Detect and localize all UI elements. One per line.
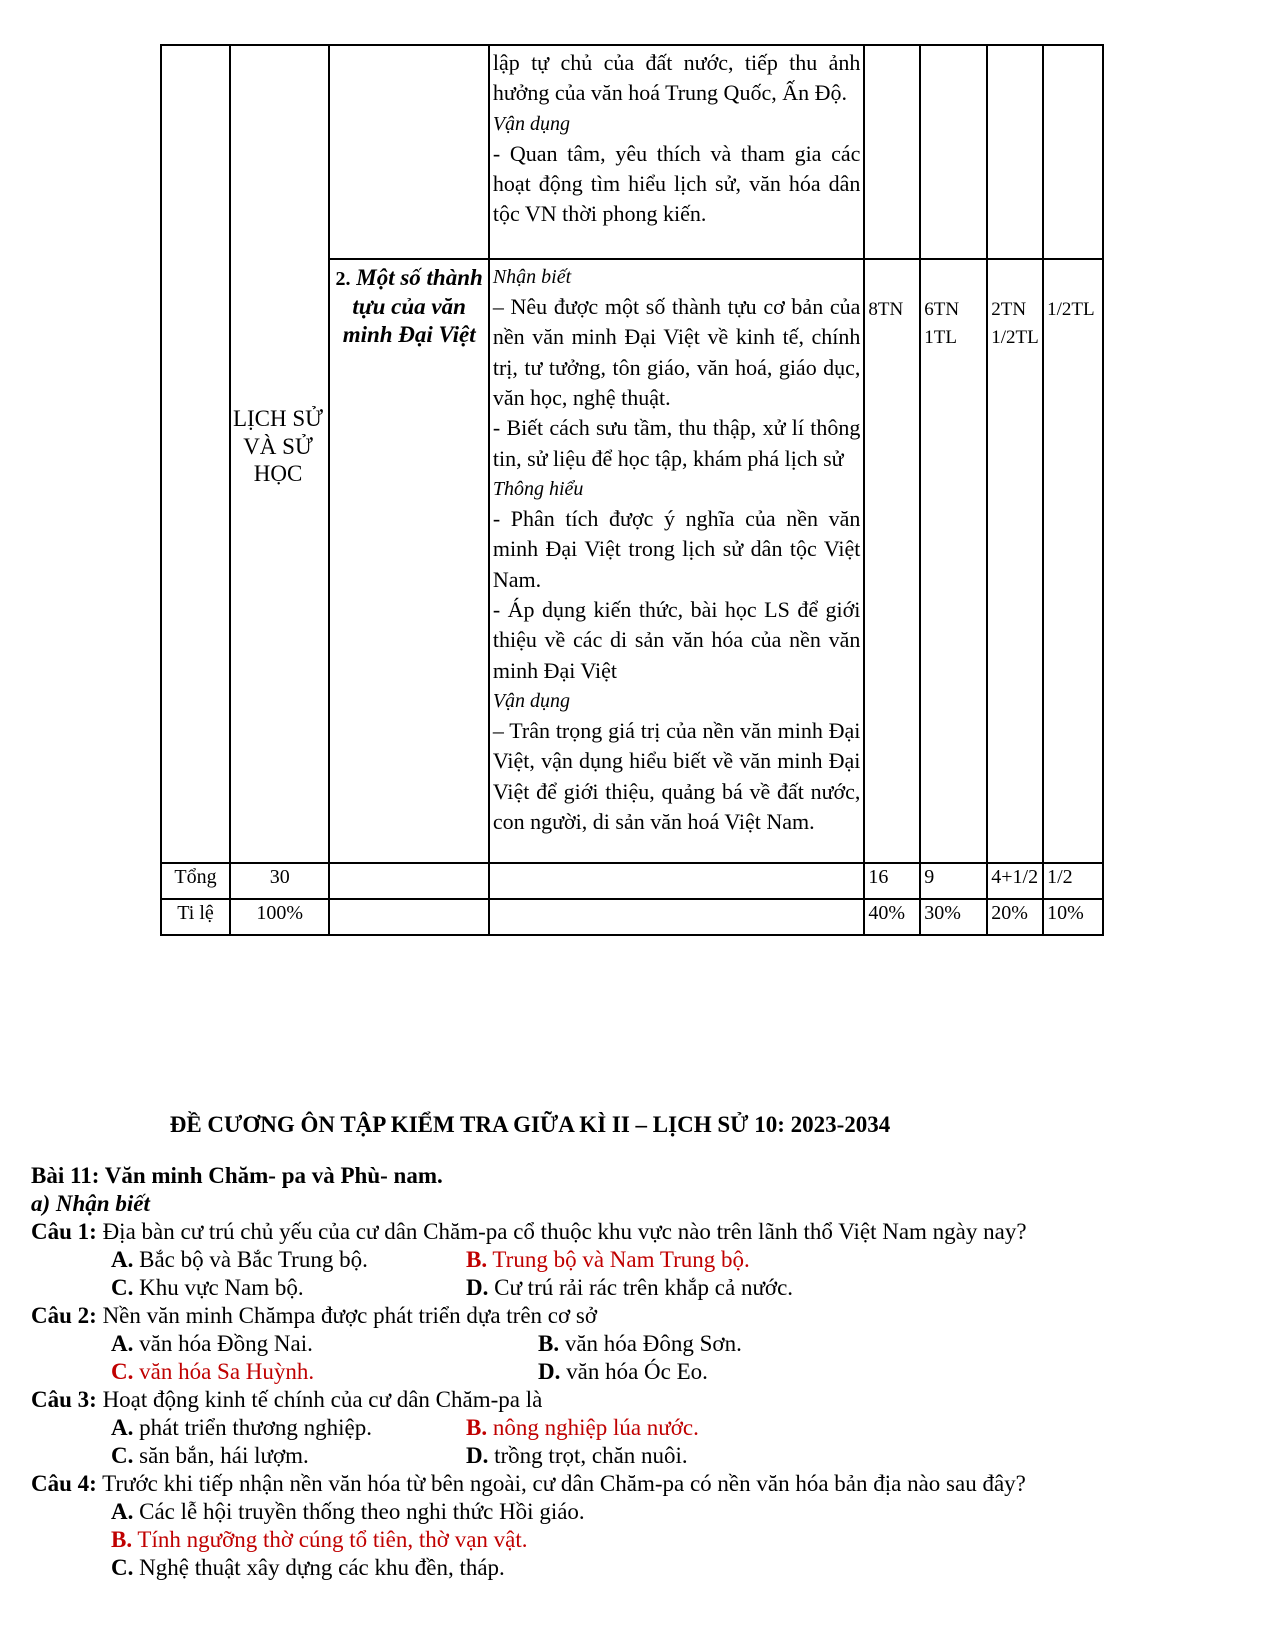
level-heading: a) Nhận biết [31,1191,150,1216]
option-row [111,1358,1261,1386]
question-text: Địa bàn cư trú chủ yếu của cư dân Chăm-pa cổ thuộc khu vực nào trên lãnh thổ Việt Nam ngày nay? [96,1219,1027,1244]
option-key: B. [466,1247,488,1272]
ratio-questions: 100% [230,899,329,935]
question [31,1386,1261,1414]
count-van-dung: 2TN 1/2TL [987,259,1043,863]
option-text: phát triển thương nghiệp. [133,1415,372,1440]
answer-option-correct [466,1414,699,1442]
competency-level-label: Vận dụng [492,690,571,713]
ratio-vdc: 10% [1043,899,1103,935]
total-vd: 4+1/2 [987,863,1043,899]
option-key: A. [111,1331,134,1356]
option-key: B. [466,1415,488,1440]
option-text: văn hóa Đông Sơn. [559,1331,742,1356]
option-text: Tính ngưỡng thờ cúng tổ tiên, thờ vạn vật. [132,1527,528,1552]
count-cell-empty [1043,45,1103,259]
option-text: văn hóa Sa Huỳnh. [133,1359,315,1384]
option-key: B. [111,1527,133,1552]
option-key: C. [111,1555,134,1580]
requirement-text: - Phân tích được ý nghĩa của nền văn minh Đại Việt trong lịch sử dân tộc Việt Nam. [492,505,861,592]
option-key: A. [111,1247,134,1272]
option-row [111,1274,1261,1302]
total-vdc: 1/2 [1043,863,1103,899]
option-row [111,1554,1261,1582]
matrix-index-cell [161,45,230,863]
option-key: D. [466,1443,489,1468]
question [31,1302,1261,1330]
count-cell-empty [987,45,1043,259]
answer-option [111,1498,585,1526]
requirements-continued-cell [489,45,865,259]
section-title: ĐỀ CƯƠNG ÔN TẬP KIỂM TRA GIỮA KÌ II – LỊCH SỬ 10: 2023-2034 [169,1112,891,1137]
count-nhan-biet: 8TN [864,259,920,863]
ratio-empty [489,899,865,935]
topic-title: Một số thành tựu của văn minh Đại Việt [342,264,483,348]
lesson-title: Bài 11: Văn minh Chăm- pa và Phù- nam. [31,1163,443,1188]
answer-option [466,1442,688,1470]
option-text: Trung bộ và Nam Trung bộ. [487,1247,750,1272]
answer-option [538,1358,708,1386]
competency-level-label: Nhận biết [492,265,572,288]
option-key: C. [111,1275,134,1300]
option-text: Các lễ hội truyền thống theo nghi thức Hồi giáo. [133,1499,585,1524]
option-row [111,1526,1261,1554]
option-key: C. [111,1443,134,1468]
answer-option-correct [111,1526,528,1554]
question-text: Hoạt động kinh tế chính của cư dân Chăm-pa là [96,1387,543,1412]
option-text: trồng trọt, chăn nuôi. [488,1443,688,1468]
count-thong-hieu: 6TN 1TL [920,259,987,863]
ratio-nb: 40% [864,899,920,935]
total-th: 9 [920,863,987,899]
question [31,1470,1261,1498]
option-key: D. [538,1359,561,1384]
competency-level-label: Thông hiểu [492,477,584,500]
topic-cell [329,259,488,863]
count-cell-empty [920,45,987,259]
question-label: Câu 3: [31,1387,97,1412]
answer-option [538,1330,742,1358]
answer-option-correct [466,1246,750,1274]
option-row [111,1498,1261,1526]
option-row [111,1330,1261,1358]
requirement-text: - Biết cách sưu tầm, thu thập, xử lí thông tin, sử liệu để học tập, khám phá lịch sử [492,415,861,471]
option-text: Cư trú rải rác trên khắp cả nước. [488,1275,794,1300]
ratio-vd: 20% [987,899,1043,935]
count-cell-empty [864,45,920,259]
assessment-matrix-table [160,44,1104,936]
answer-option [466,1274,793,1302]
requirement-text: lập tự chủ của đất nước, tiếp thu ảnh hưởng của văn hoá Trung Quốc, Ấn Độ. [492,50,861,106]
option-text: văn hóa Óc Eo. [560,1359,708,1384]
answer-option [111,1442,466,1470]
question-text: Trước khi tiếp nhận nền văn hóa từ bên ngoài, cư dân Chăm-pa có nền văn hóa bản địa nào sau đây? [96,1471,1026,1496]
subject-label: LỊCH SỬ VÀ SỬ HỌC [232,406,324,487]
option-row [111,1246,1261,1274]
option-key: A. [111,1415,134,1440]
question-label: Câu 1: [31,1219,97,1244]
option-key: C. [111,1359,134,1384]
option-text: săn bắn, hái lượm. [133,1443,309,1468]
answer-option [111,1274,466,1302]
option-text: Khu vực Nam bộ. [133,1275,304,1300]
ratio-th: 30% [920,899,987,935]
requirement-text: - Áp dụng kiến thức, bài học LS để giới thiệu về các di sản văn hóa của nền văn minh Đại Việt [492,597,861,683]
competency-level-label: Vận dụng [492,112,571,135]
option-row [111,1414,1261,1442]
matrix-topic-cell-prev [329,45,488,259]
option-text: Bắc bộ và Bắc Trung bộ. [133,1247,368,1272]
question-label: Câu 2: [31,1303,97,1328]
ratio-empty [329,899,488,935]
total-label: Tổng [161,863,230,899]
option-text: nông nghiệp lúa nước. [487,1415,699,1440]
requirement-text: – Trân trọng giá trị của nền văn minh Đại Việt, vận dụng hiểu biết về văn minh Đại Việt để giới thiệu, quảng bá về đất nước, con người, di sản văn hoá Việt Nam. [492,718,861,835]
question-label: Câu 4: [31,1471,97,1496]
answer-option [111,1414,466,1442]
option-key: B. [538,1331,560,1356]
option-key: A. [111,1499,134,1524]
answer-option [111,1330,538,1358]
option-key: D. [466,1275,489,1300]
ratio-label: Ti lệ [161,899,230,935]
ratio-row [161,899,1103,935]
requirement-text: – Nêu được một số thành tựu cơ bản của nền văn minh Đại Việt về kinh tế, chính trị, tư tưởng, tôn giáo, văn hoá, giáo dục, văn học, nghệ thuật. [492,293,861,410]
quiz-section [31,1162,1261,1582]
total-nb: 16 [864,863,920,899]
total-row [161,863,1103,899]
question-text: Nền văn minh Chămpa được phát triển dựa trên cơ sở [96,1303,598,1328]
question-list [31,1218,1261,1582]
total-empty [489,863,865,899]
option-text: văn hóa Đồng Nai. [133,1331,313,1356]
answer-option [111,1554,505,1582]
requirement-text: - Quan tâm, yêu thích và tham gia các hoạt động tìm hiểu lịch sử, văn hóa dân tộc VN thời phong kiến. [492,140,861,227]
option-row [111,1442,1261,1470]
count-van-dung-cao: 1/2TL [1043,259,1103,863]
total-questions: 30 [230,863,329,899]
answer-option [111,1246,466,1274]
answer-option-correct [111,1358,538,1386]
requirements-cell [489,259,865,863]
option-text: Nghệ thuật xây dựng các khu đền, tháp. [133,1555,505,1580]
topic-number: 2. [335,267,351,290]
total-empty [329,863,488,899]
question [31,1218,1261,1246]
